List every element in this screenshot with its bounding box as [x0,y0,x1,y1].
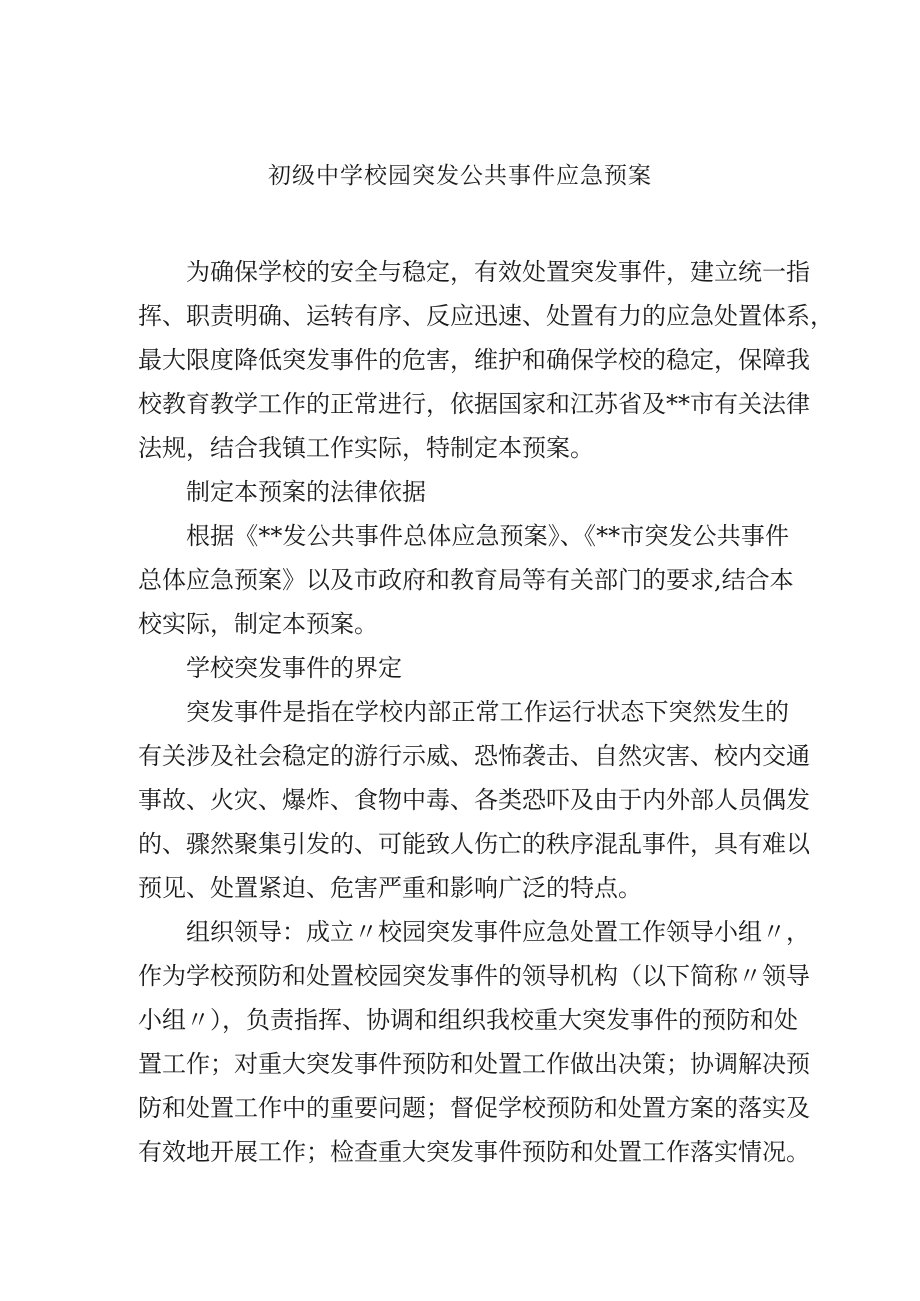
document-title: 初级中学校园突发公共事件应急预案 [268,163,652,189]
paragraph-line: 校实际，制定本预案。 [138,610,378,638]
paragraph-line: 事故、火灾、爆炸、食物中毒、各类恐吓及由于内外部人员偶发 [138,786,810,814]
paragraph-line: 校教育教学工作的正常进行，依据国家和江苏省及**市有关法律 [138,390,810,418]
paragraph-line: 置工作；对重大突发事件预防和处置工作做出决策；协调解决预 [138,1050,810,1078]
paragraph-line: 有效地开展工作；检查重大突发事件预防和处置工作落实情况。 [138,1138,810,1166]
paragraph-line: 最大限度降低突发事件的危害，维护和确保学校的稳定，保障我 [138,346,810,374]
paragraph-line: 突发事件是指在学校内部正常工作运行状态下突然发生的 [186,698,789,726]
paragraph-line: 作为学校预防和处置校园突发事件的领导机构（以下简称〃领导 [138,962,810,990]
paragraph-line: 的、骤然聚集引发的、可能致人伤亡的秩序混乱事件，具有难以 [138,830,810,858]
paragraph-line: 法规，结合我镇工作实际，特制定本预案。 [138,434,594,462]
paragraph-line: 小组〃），负责指挥、协调和组织我校重大突发事件的预防和处 [138,1006,798,1034]
paragraph-line: 为确保学校的安全与稳定，有效处置突发事件，建立统一指 [186,258,810,286]
paragraph-line: 有关涉及社会稳定的游行示威、恐怖袭击、自然灾害、校内交通 [138,742,810,770]
paragraph-line: 防和处置工作中的重要问题；督促学校预防和处置方案的落实及 [138,1094,810,1122]
paragraph-line: 组织领导：成立〃校园突发事件应急处置工作领导小组〃， [186,918,810,946]
section-heading: 学校突发事件的界定 [186,654,402,682]
paragraph-line: 根据《**发公共事件总体应急预案》、《**市突发公共事件 [186,522,789,550]
section-heading: 制定本预案的法律依据 [186,478,426,506]
paragraph-line: 预见、处置紧迫、危害严重和影响广泛的特点。 [138,874,642,902]
paragraph-line: 总体应急预案》以及市政府和教育局等有关部门的要求,结合本 [138,566,794,594]
paragraph-line: 挥、职责明确、运转有序、反应迅速、处置有力的应急处置体系， [138,302,834,330]
